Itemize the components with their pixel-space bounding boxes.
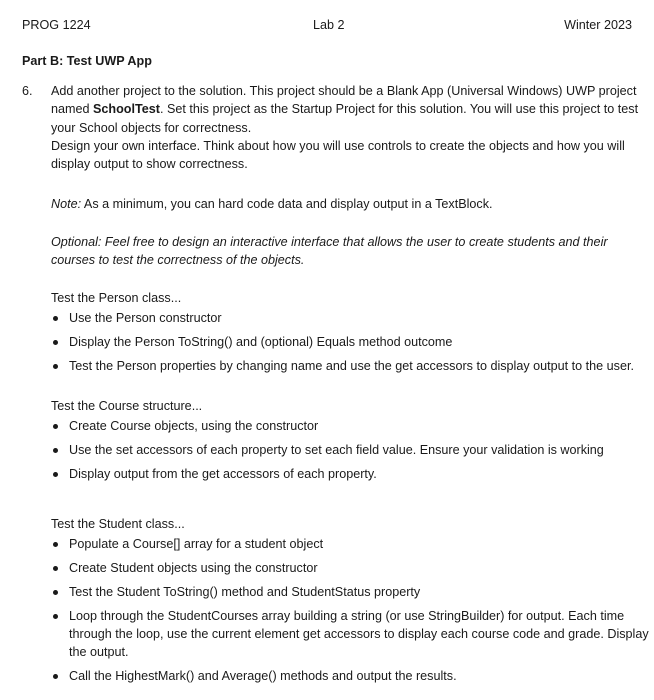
section-title: Test the Person class... xyxy=(51,291,182,305)
lab-title: Lab 2 xyxy=(313,18,345,32)
section-person xyxy=(51,289,651,381)
question-p1-post: . Set this project as the Startup Project for this solution. You will use this project to test your School objects for correctness. xyxy=(51,102,639,135)
list-item: Call the HighestMark() and Average() methods and output the results. xyxy=(51,667,651,685)
bullet-list xyxy=(51,309,651,375)
project-name: SchoolTest xyxy=(93,102,160,117)
list-item: Use the set accessors of each property to set each field value. Ensure your validation is working xyxy=(51,441,651,459)
note-text: As a minimum, you can hard code data and display output in a TextBlock. xyxy=(81,197,493,211)
optional-paragraph xyxy=(51,233,646,270)
part-title: Part B: Test UWP App xyxy=(22,54,152,68)
optional-label: Optional xyxy=(51,235,98,249)
bullet-list xyxy=(51,535,651,685)
section-title: Test the Student class... xyxy=(51,517,185,531)
list-item: Display output from the get accessors of each property. xyxy=(51,465,651,483)
list-item: Display the Person ToString() and (optional) Equals method outcome xyxy=(51,333,651,351)
course-code: PROG 1224 xyxy=(22,18,91,32)
list-item: Test the Person properties by changing name and use the get accessors to display output to the user. xyxy=(51,357,651,375)
page-header xyxy=(0,16,654,34)
note-label: Note: xyxy=(51,197,82,211)
list-item: Create Student objects using the constructor xyxy=(51,559,651,577)
question-paragraph-1 xyxy=(51,82,641,137)
list-item: Populate a Course[] array for a student object xyxy=(51,535,651,553)
question-number: 6. xyxy=(22,84,33,98)
optional-text: : Feel free to design an interactive interface that allows the user to create students and their courses to test the correctness of the objects. xyxy=(51,235,608,268)
list-item: Use the Person constructor xyxy=(51,309,651,327)
bullet-list xyxy=(51,417,651,483)
section-student xyxy=(51,515,651,691)
question-body xyxy=(51,82,641,173)
question-p1-pre: Add another project to the solution. This project should be a Blank App (Universal Windows) UWP project named xyxy=(51,84,637,117)
term-label: Winter 2023 xyxy=(564,18,632,32)
section-course xyxy=(51,397,651,489)
section-title: Test the Course structure... xyxy=(51,399,203,413)
list-item: Loop through the StudentCourses array building a string (or use StringBuilder) for output. Each time through the loop, use the current element get accessors to display each course code and grade. Display the output. xyxy=(51,607,651,662)
question-paragraph-2: Design your own interface. Think about how you will use controls to create the objects and how you will display output to show correctness. xyxy=(51,138,625,171)
list-item: Create Course objects, using the constructor xyxy=(51,417,651,435)
note-paragraph xyxy=(51,195,493,213)
list-item: Test the Student ToString() method and StudentStatus property xyxy=(51,583,651,601)
